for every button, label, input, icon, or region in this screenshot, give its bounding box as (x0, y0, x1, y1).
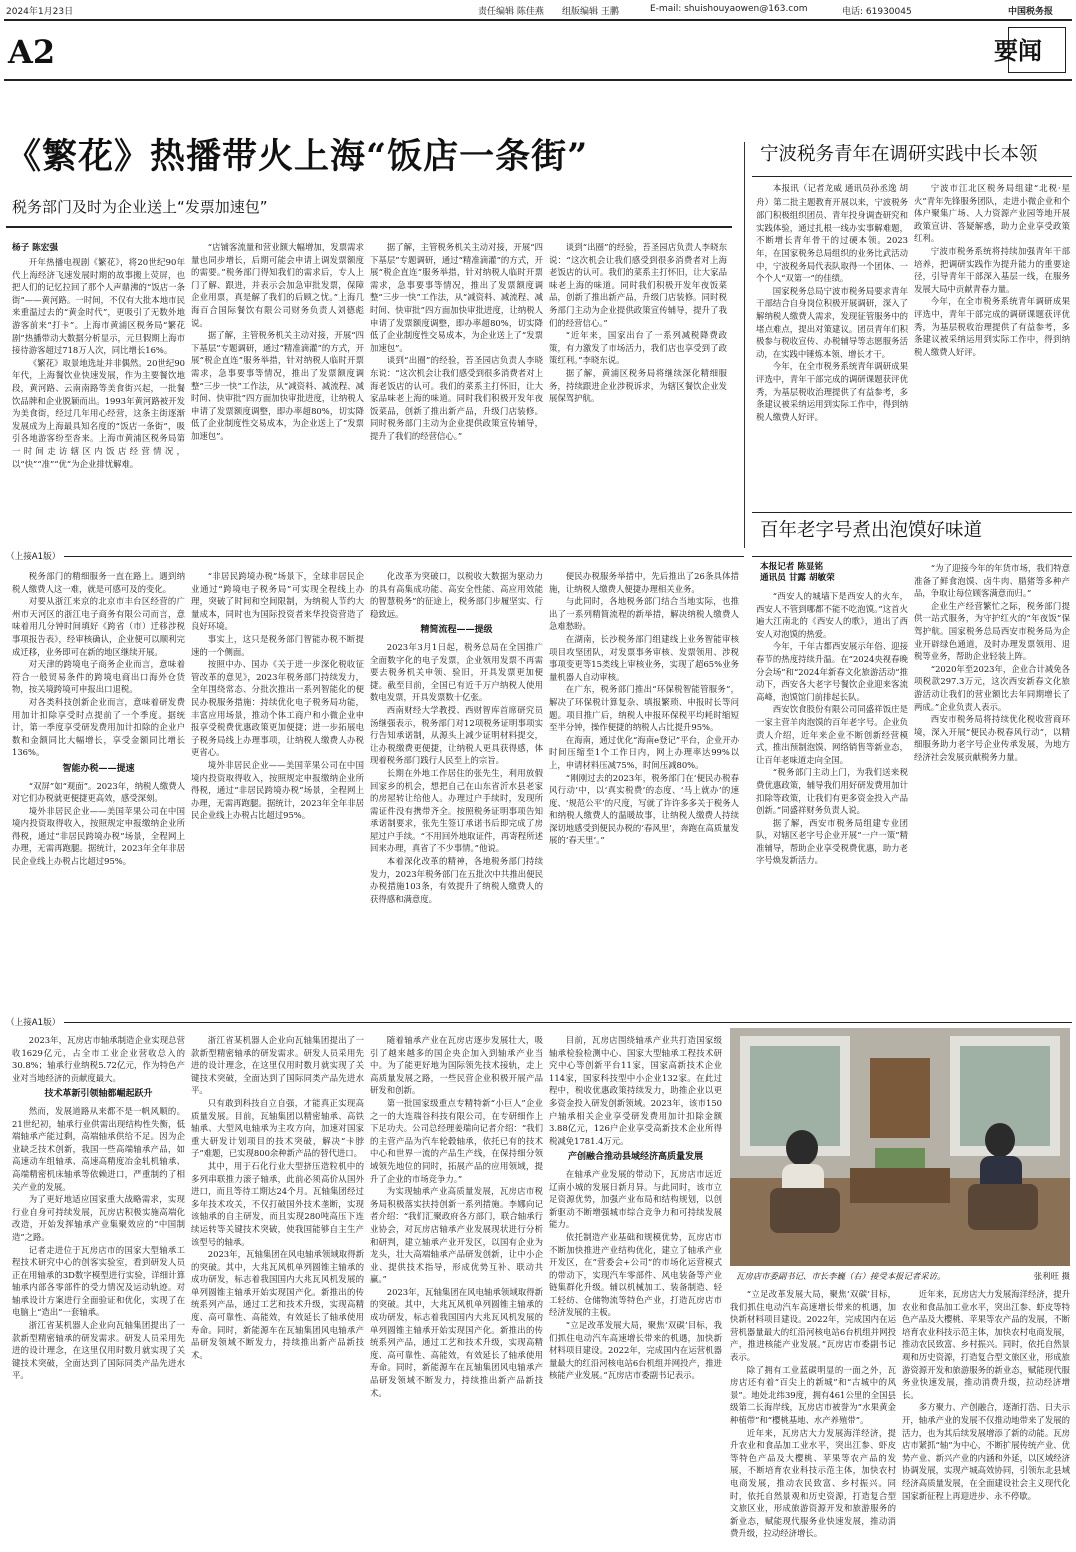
bottom-paragraph: 依托制造产业基础和规模优势，瓦房店市不断加快推进产业结构优化，建立了轴承产业开发区，在“营委会+公司”的市场化运营模式的带动下，实现汽车零部件、风电装备等产业链集群化升级。辅以机械加工、装备制造、轻工轻纺、仓储物流等特色产业，打造瓦房店市经济发展的主板。 (549, 1231, 722, 1318)
main-paragraph: 据了解，主管税务机关主动对接，开展“四下基层”专题调研，通过“精准滴灌”的方式，开展“税企直连”服务举措，针对纳税人临时开票需求，急事要事等情况，推出了发票额度调整“三步一快”工作法，从“减资料、减流程、减时间、快审批”四方面加快审批进度，让纳税人申请了发票额度调整，即办率超80%，切实降低了企业制度性交易成本，为企业送上了“发票加速包”。 (370, 242, 543, 353)
main-paragraph: “店铺客流量和营业额大幅增加，发票需求量也同步增长，后期可能会申请上调发票额度的需要。”税务部门得知我们的需求后，专人上门了解、跟进，并表示会加急审批发票，保障企业用票，真是解了我们的后顾之忧。”上海几海百合国际餐饮有限公司财务负责人刘德彪说。 (191, 242, 364, 328)
bottom-paragraph: 然而，发展道路从来都不是一帆风顺的。21世纪初，轴承行业供需出现结构性失衡，低端轴承产能过剩，高端轴承供给不足。因为企业缺乏技术创新，我国一些高端轴承产品，如高速动车组轴承、高速高精度冶金轧机轴承、高端精密机床轴承等依赖进口，严重制约了相关产业的发展。 (12, 1105, 185, 1192)
mid-paragraph: 化改革为突破口，以税收大数据为驱动力的具有高集成功能、高安全性能、高应用效能的智慧税务”的征途上，税务部门步履坚实、行稳致远。 (370, 571, 543, 619)
bottom-paragraph: 2023年，瓦轴集团在风电轴承领域取得新的突破。其中，大兆瓦风机单列圆锥主轴承的成功研发，标志着我国国内大兆瓦风机发展的单列圆锥主轴承开始实现国产化。新推出的传统系列产品，通过工艺和技术升级，实现高精度、高可靠性、高能效，有效延长了轴承使用寿命。同时，新能源车在瓦轴集团风电轴承产品研发领域不断发力，持续推出新产品新技术。 (191, 1249, 364, 1360)
main-paragraph: 据了解，黄浦区税务局将继续深化精细服务，持续跟进企业涉税诉求，为辖区餐饮企业发展保驾护航。 (549, 367, 727, 404)
mid-paragraph: 对要从浙江来京的北京市丰台区经营的广州市天河区的浙江电子商务有限公司而言，意味着用几分钟时间填好《跨省（市）迁移涉税事项报告表》，经审核确认，企业便可以顺利完成迁移，业务即可在新的地区继续开展。 (12, 596, 185, 657)
side1-col-1 (756, 182, 908, 506)
side2-paragraph: “为了迎接今年的年货市场，我们特意准备了鲜食泡馍、卤牛肉、腊猪等多种产品，争取让每位顾客满意而归。” (914, 563, 1070, 599)
side2-paragraph: “2020年至2023年，企业合计减免各项税款297.3万元，这次西安新春文化旅游活动让我们的营业额比去年同期增长了两成。”企业负责人表示。 (914, 663, 1070, 712)
bottom-paragraph: 在轴承产业发展的带动下，瓦房店市远近辽南小城的发展日新月异。与此同时，该市立足资源优势，加强产业布局和结构规划，以创新驱动不断增强城市综合竞争力和可持续发展能力。 (549, 1168, 722, 1230)
mid-paragraph: 事实上，这只是税务部门智能办税不断提速的一个侧面。 (191, 633, 364, 657)
side1-paragraph: 宁波市江北区税务局组建“北税·星火”青年先锋服务团队，走进小微企业和个体户聚集广场、人力资源产业园等地开展政策宣讲、答疑解惑，助力企业享受政策红利。 (914, 183, 1070, 244)
side1-paragraph: 今年，在全市税务系统青年调研成果评选中，青年干部完成的调研课题获评优秀，为基层税收治理提供了有益参考，多条建议被采纳运用到实际工作中，得到纳税人缴费人好评。 (756, 361, 908, 422)
bottom-paragraph: 除了拥有工业蓝碳明显的一面之外，瓦房店还有着“百尖上的新城”和“古城中的风景”。地处北纬39度，拥有461公里的全国县级第二长海岸线，瓦房店市被誉为“水果黄金种植带”和“樱桃基地、水产养殖带”。 (730, 1364, 896, 1425)
mid-paragraph: 2023年3月1日起，税务总局在全国推广全面数字化的电子发票，企业领用发票不再需要去税务机关申领、验旧，开具发票更加便捷。截至目前，全国已有近千万户纳税人使用数电发票，开具发票数十亿张。 (370, 641, 543, 703)
photo-caption-line (736, 1270, 1070, 1282)
bottom-paragraph: 浙江省某机器人企业向瓦轴集团提出了一款新型精密轴承的研发需求。研发人员采用先进的设计理念，在这里仅用时数月就实现了关键技术突破，全面达到了国际同类产品先进水平。 (191, 1035, 364, 1096)
mid-col-2 (191, 570, 364, 1014)
paper-name: 中国税务报 (1008, 7, 1054, 17)
mid-paragraph: 与此同时，各地税务部门结合当地实际，也推出了一系列精简流程的新举措，解决纳税人缴费人急难愁盼。 (549, 596, 739, 632)
mid-paragraph: 在广东，税务部门推出“环保税智能管服务”，解决了环保税计算复杂、填报繁琐、申报时长等问题。项目推广后，纳税人申报环保税平均耗时缩短至半分钟，操作便捷的纳税人占比提升95%。 (549, 684, 739, 733)
side1-paragraph: 国家税务总局宁波市税务局要求青年干部结合自身岗位积极开展调研，深入了解纳税人缴费人需求，发现征管服务中的堵点难点，提出对策建议。团员青年们积极参与税收宣传、办税辅导等志愿服务活动，在实践中锤炼本领、增长才干。 (756, 285, 908, 359)
issue-date: 2024年1月23日 (6, 7, 74, 17)
bottom-col-5 (730, 1288, 896, 1544)
section-title: 要闻 (994, 37, 1042, 65)
mid-col-3 (370, 570, 543, 1014)
side2-paragraph: “税务部门主动上门，为我们送来税费优惠政策，辅导我们用好研发费用加计扣除等政策，让我们有更多资金投入产品创新。”同盛祥财务负责人说。 (756, 767, 908, 816)
bottom-paragraph: 目前，瓦房店围绕轴承产业共打造国家级轴承检验检测中心、国家大型轴承工程技术研究中心等创新平台11家，国家高新技术企业114家，国家科技型中小企业132家。在此过程中，税收优惠政策持续发力，助推企业以更多资金投入研发创新领域。2023年，该市150户轴承相关企业享受研发费用加计扣除金额3.88亿元，126户企业享受高新技术企业所得税减免1781.4万元。 (549, 1035, 722, 1146)
main-subheadline: 税务部门及时为企业送上“发票加速包” (12, 198, 268, 216)
mid-paragraph: 按照中办、国办《关于进一步深化税收征管改革的意见》，2023年税务部门持续发力，全年围绕常态、分批次推出一系列智能化的便民办税服务措施：持续优化电子税务局功能，丰富应用场景，推动个体工商户和小微企业申报享受税费优惠政策更加便捷；进一步拓展电子税务局线上办理事项，让纳税人缴费人办税更省心。 (191, 659, 364, 758)
header-rule (4, 19, 1072, 21)
bottom-paragraph: 为了更好地适应国家重大战略需求，实现行业自身可持续发展，瓦房店积极实施高端化改造，开始发挥轴承产业集聚效应的“中国制造”之路。 (12, 1194, 185, 1242)
side1-paragraph: 宁波市税务系统将持续加强青年干部培养，把调研实践作为提升能力的重要途径，引导青年干部深入基层一线，在服务发展大局中贡献青春力量。 (914, 245, 1070, 294)
bottom-paragraph: 为实现轴承产业高质量发展，瓦房店市税务局积极落实扶持创新一系列措施。李娜向记者介绍：“我们汇聚政府各方部门，联合轴承行业协会，对瓦房店轴承产业发展现状进行分析和研判，建立轴承产业开发区，以国有企业为龙头，壮大高端轴承产品研发创新，让中小企业、提供技术指导，形成优势互补、联动共赢。” (370, 1186, 543, 1285)
continued-label-2: （上接A1版） (6, 1016, 64, 1028)
side-headline-rule-1 (752, 176, 1072, 177)
bottom-paragraph: 浙江省某机器人企业向瓦轴集团提出了一款新型精密轴承的研发需求。研发人员采用先进的设计理念，在这里仅用时数月就实现了关键技术突破，全面达到了国际同类产品先进水平。 (12, 1320, 185, 1381)
main-headline: 《繁花》热播带火上海“饭店一条街” (6, 136, 589, 177)
side2-col-1 (756, 590, 908, 1014)
main-col-3 (370, 241, 543, 546)
bottom-col-4 (549, 1034, 722, 1544)
bottom-col-2 (191, 1034, 364, 1544)
mid-paragraph: “双屏”如“观面”。2023年，纳税人缴费人对它们办税就更便捷更高效，感受深刻。 (12, 780, 185, 804)
side1-byline: 本报讯（记者龙威 通讯员孙丞逸 胡舟） (756, 184, 908, 208)
bottom-paragraph: 2023年，瓦轴集团在风电轴承领域取得新的突破。其中，大兆瓦风机单列圆锥主轴承的成功研发，标志着我国国内大兆瓦风机发展的单列圆锥主轴承开始实现国产化。新推出的传统系列产品，通过工艺和技术升级，实现高精度、高可靠性、高能效，有效延长了轴承使用寿命。同时，新能源车在瓦轴集团风电轴承产品研发领域不断发力，持续推出新产品新技术。 (370, 1286, 543, 1398)
mid-subhead: 智能办税——提速 (62, 763, 135, 774)
designer-credit: 组版编辑 王鹏 (562, 7, 619, 17)
side-divider (752, 512, 1072, 513)
mid-paragraph: 境外非居民企业——美国苹果公司在中国境内投资取得收入，按照规定申报缴纳企业所得税，通过“非居民跨境办税”场景，全程网上办理，无需再跑腿。据统计，2023年全年非居民企业线上办税占比超过95%。 (191, 759, 364, 821)
bottom-subhead: 产创融合推动县域经济高质量发展 (567, 1152, 703, 1163)
mid-paragraph: 在湖南，长沙税务部门组建线上业务智能审核项目攻坚团队，对发票事务审核、发票领用、涉税事项变更等15类线上审核业务，实现了超65%业务量机器人自动审核。 (549, 633, 739, 682)
editor-phone: 电话: 61930045 (842, 7, 912, 17)
column-divider (744, 142, 745, 548)
mid-subhead: 精简流程——提级 (420, 625, 493, 636)
mid-paragraph: 税务部门的精细服务一直在路上。遇到纳税人缴费人这一难，就是可感可及的变化。 (12, 571, 185, 594)
interview-photo (730, 1028, 1070, 1266)
main-col-4 (549, 241, 727, 546)
mid-col-1 (12, 570, 185, 1014)
bottom-paragraph: 其中，用于石化行业大型挤压造粒机中的多列串联推力滚子轴承，此前必须高价从国外进口，而且等待工期达24个月。瓦轴集团经过多年技术攻关，不仅打破国外技术垄断，实现该轴承的自主研发，而且实现280吨高压下连续运转等关键技术突破，使我国能够自主生产该型号的轴承。 (191, 1160, 364, 1247)
mid-paragraph: “非居民跨境办税”场景下，全球非居民企业通过“跨境电子税务局”可实现全程线上办理，突破了时间和空间限制，为纳税人节约大量成本，同时也为国际投资者来华投资营造了良好环境。 (191, 571, 364, 632)
mid-col-4 (549, 570, 739, 1014)
bottom-subhead: 技术革新引领轴都崛起跃升 (44, 1089, 153, 1100)
side-headline-1: 宁波税务青年在调研实践中长本领 (760, 144, 1038, 165)
mid-paragraph: 对天津的跨境电子商务企业而言，意味着符合一般贸易条件的跨境电商出口海外仓货物，按关境跨境可申报出口退税。 (12, 659, 185, 695)
bottom-paragraph: “立足改革发展大局，聚焦‘双碳’目标，我们抓住电动汽车高速增长带来的机遇，加快新材料项目建设。2022年，完成国内在运营机器量最大的红沿河核电站6台机组并网投产，推进核能产业发展。”瓦房店市委副书记表示。 (730, 1289, 896, 1362)
main-paragraph: 谈到“出圈”的经验，苔圣园店负责人李晓东说：“这次机会让我们感受到很多消费者对上海老饭店的认可。我们的菜系主打怀旧，让大家品味老上海的味道。同时我们积极开发年夜饭菜品，创新了推出新产品，升级门店装修。同时税务部门主动为企业提供政策宣传辅导，提升了我们的经营信心。” (549, 242, 727, 328)
bottom-col-1 (12, 1034, 185, 1544)
side2-byline: 本报记者 陈显铭 通讯员 甘露 胡敏荣 (760, 562, 835, 583)
mid-paragraph: 西南财经大学教授、西财智库首席研究员汤继强表示，税务部门对12项税务证明事项实行告知承诺制，从源头上减少证明材料提交，让办税缴费更便捷，让纳税人更具获得感，体现着税务部门践行人民至上的宗旨。 (370, 704, 543, 766)
bottom-paragraph: 只有敢到科技自立自强，才能真正实现高质量发展。目前，瓦轴集团以精密轴承、高铁轴承、大型风电轴承为主攻方向，加速对国家重大研发计划项目的技术突破，解决“卡脖子”难题，已实现800余种新产品的替代进口。 (191, 1097, 364, 1159)
main-col-1 (12, 256, 185, 546)
side2-paragraph: 据了解，西安市税务局组建专业团队，对辖区老字号企业开展“一户一策”精准辅导，帮助企业享受税费优惠，助力老字号焕发新活力。 (756, 817, 908, 866)
main-headline-rule (6, 226, 732, 228)
main-col-2 (191, 241, 364, 546)
continued-label-1: （上接A1版） (6, 550, 64, 562)
mid-paragraph: 本着深化改革的精神，各地税务部门持续发力，2023年税务部门在五批次中共推出便民办税措施103条，有效提升了纳税人缴费人的获得感和满意度。 (370, 856, 543, 904)
continued-rule-2 (6, 1022, 1072, 1023)
editor-email: E-mail: shuishouyaowen@163.com (650, 4, 808, 14)
side2-col-2 (914, 562, 1070, 1014)
bottom-paragraph: 记者走进位于瓦房店市的国家大型轴承工程技术研究中心的创客实验室，看到研发人员正在用轴承的3D数字模型进行实验，详细计算轴承内部各零部件的受力情况及运动轨迹。对轴承设计方案进行全面验证和优化，实现了在电脑上“造出”一套轴承。 (12, 1244, 185, 1318)
bottom-paragraph: 近年来，瓦房店大力发展海洋经济，提升农业和食品加工业水平，突出江参、虾皮等特色产品及大樱桃、苹果等农产品的发展，不断培育农业科技示范主体，加快农村电商发展，推动农民致富、乡村振兴。同时，依托自然景观和历史资源，打造复合型文旅区业，形成旅游资源开发和旅游服务的新业态，赋能现代服务业快速发展，推动消费升级，拉动经济增长。 (902, 1289, 1070, 1400)
bottom-paragraph: 随着轴承产业在瓦房店逐步发展壮大，吸引了越来越多的国企央企加入到轴承产业当中。为了能更好地为国际领先技术接轨，走上高质量发展之路，一些民营企业积极开展产品研发和创新。 (370, 1035, 543, 1096)
mid-paragraph: 对各类科技创新企业而言，意味着研发费用加计扣除享受时点提前了一个季度。据统计，第一季度享受研发费用加计扣除的企业户数和金额同比大幅增长，享受金额同比增长136%。 (12, 696, 185, 758)
editor-credit: 责任编辑 陈佳燕 (478, 7, 544, 17)
photo-caption: 瓦房店市委副书记、市长李巍（右）接受本报记者采访。 (736, 1271, 946, 1281)
side2-paragraph: “西安人的城墙下是西安人的火车，西安人不管到哪都不能不吃泡馍。”这首火遍大江南北的《西安人的歌》，道出了西安人对泡馍的热爱。 (756, 591, 908, 639)
photo-credit: 张利旺 摄 (1033, 1271, 1070, 1281)
side2-paragraph: 西安市税务局将持续优化税收营商环境，深入开展“便民办税春风行动”，以精细服务助力老字号企业传承发展，为地方经济社会发展贡献税务力量。 (914, 714, 1070, 762)
side-headline-rule-2 (752, 556, 1072, 557)
side2-paragraph: 今年，千年古都西安展示年俗、迎接春节的热度持续升温。在“2024央视春晚分会场”和“2024年新春文化旅游活动”推动下，西安各大老字号餐饮企业迎来客流高峰，泡馍馆门前排起长队。 (756, 641, 908, 702)
main-byline: 杨子 陈宏强 (12, 243, 58, 253)
side1-paragraph: 第二批主题教育开展以来，宁波税务部门积极组织团员、青年投身调查研究和实践体验，通过扎根一线办实事解难题，不断增长青年骨干的过硬本领。2023年，在国家税务总局组织的业务比武活动中，宁波税务局代表队取得一个团体、一个个人“双第一”的佳绩。 (756, 196, 908, 284)
mid-paragraph: “刚刚过去的2023年，税务部门在‘便民办税春风行动’中，以‘真实税费’的态度、‘马上就办’的速度、‘规范公平’的尺度，写就了许许多多关于税务人和纳税人缴费人的温暖故事，让纳税人缴费人持续深切地感受到便民办税的‘春风里’，奔跑在高质量发展的‘春天里’。” (549, 772, 739, 846)
bottom-paragraph: 多方聚力、产创融合，逐渐打浩、日夫示开，轴承产业的发展不仅推动地带来了发展的活力，也为其后续发展增添了新的动能。瓦房店市紧抓“轴”为中心，不断扩展传统产业、优势产业、新兴产业的内涵和外延，以区域经济协调发展，实现产城高效协同，引领东北县域经济高质量发展，在全面建设社会主义现代化国家新征程上再迎进步、永不停歇。 (902, 1402, 1070, 1501)
bottom-paragraph: 第一批国家级重点专精特新“小巨人”企业之一的大连瑞谷科技有限公司，在专研细作上下足功夫。公司总经理姜瑞向记者介绍：“我们的主营产品为汽车轮毂轴承，依托已有的技术中心和世界一流的产品生产线，在保持细分领域领先地位的同时，拓展产品的应用领域，提升了企业的市场竞争力。” (370, 1097, 543, 1184)
bottom-col-3 (370, 1034, 543, 1544)
mid-paragraph: 在海南，通过优化“海南e登记”平台，企业开办时间压缩至1个工作日内，网上办理率达99%以上，申请材料压减75%，时间压减80%。 (549, 734, 739, 770)
main-paragraph: 据了解，主管税务机关主动对接，开展“四下基层”专题调研，通过“精准滴灌”的方式，开展“税企直连”服务举措，针对纳税人临时开票需求，急事要事等情况，推出了发票额度调整“三步一快”工作法，从“减资料、减流程、减时间、快审批”四方面加快审批进度，让纳税人申请了发票额度调整，即办率超80%，切实降低了企业制度性交易成本，为企业送上了“发票加速包”。 (191, 330, 364, 441)
mid-paragraph: 便民办税服务举措中，先后推出了26条具体措施，让纳税人缴费人便捷办理相关业务。 (549, 571, 739, 594)
main-paragraph: 谈到“出圈”的经验，苔圣园店负责人李晓东说：“这次机会让我们感受到很多消费者对上海老饭店的认可。我们的菜系主打怀旧，让大家品味老上海的味道。同时我们积极开发年夜饭菜品，创新了推出新产品，升级门店装修。同时税务部门主动为企业提供政策宣传辅导，提升了我们的经营信心。” (370, 355, 543, 441)
main-paragraph: 开年热播电视剧《繁花》，将20世纪90年代上海经济飞速发展时期的故事搬上荧屏，也把人们的记忆拉回了那个人声鼎沸的“饭店一条街”——黄河路。一时间，不仅有大批本地市民来重温过去的“黄金时代”，更吸引了无数外地游客前来“打卡”。上海市黄浦区税务局“繁花剧”热播带动大数据分析显示，元旦假期上海市接待游客超过718万人次，同比增长16%。 (12, 257, 185, 356)
masthead-rule (4, 79, 1072, 81)
mid-paragraph: 长期在外地工作居住的张先生，利用放假回家乡的机会，想把自己在山东省沂水县老家的房屋转让给他人。办理过户手续时，发现所需证件没有携带齐全。按照税务证明事项告知承诺制要求，张先生签订承诺书后即完成了房屋过户手续。“不用回外地取证件，再寄程所述回来办理，真省了不少事情。”他说。 (370, 767, 543, 854)
bottom-paragraph: “立足改革发展大局，聚焦‘双碳’目标，我们抓住电动汽车高速增长带来的机遇，加快新材料项目建设。2022年，完成国内在运营机器量最大的红沿河核电站6台机组并网投产，推进核能产业发展。”瓦房店市委副书记表示。 (549, 1320, 722, 1381)
bottom-col-6 (902, 1288, 1070, 1544)
side-headline-2: 百年老字号煮出泡馍好味道 (760, 520, 983, 541)
side1-paragraph: 今年，在全市税务系统青年调研成果评选中，青年干部完成的调研课题获评优秀，为基层税收治理提供了有益参考，多条建议被采纳运用到实际工作中，得到纳税人缴费人好评。 (914, 296, 1070, 357)
mid-paragraph: 境外非居民企业——美国苹果公司在中国境内投资取得收入，按照规定申报缴纳企业所得税，通过“非居民跨境办税”场景，全程网上办理，无需再跑腿。据统计，2023年全年非居民企业线上办税占比超过95%。 (12, 805, 185, 867)
main-paragraph: “近年来，国家出台了一系列减税降费政策，有力激发了市场活力，我们店也享受到了政策红利。”李晓东说。 (549, 330, 727, 366)
continued-rule-1 (6, 556, 744, 557)
bottom-paragraph: 近年来，瓦房店大力发展海洋经济，提升农业和食品加工业水平，突出江参、虾皮等特色产品及大樱桃、苹果等农产品的发展，不断培育农业科技示范主体，加快农村电商发展，推动农民致富、乡村振兴。同时，依托自然景观和历史资源，打造复合型文旅区业，形成旅游资源开发和旅游服务的新业态，赋能现代服务业快速发展，推动消费升级，拉动经济增长。 (730, 1427, 896, 1539)
side2-paragraph: 企业生产经营繁忙之际，税务部门提供一站式服务，为守护红火的“年夜饭”保驾护航。国家税务总局西安市税务局为企业开辟绿色通道，及时办理发票领用、退税等业务，帮助企业轻装上阵。 (914, 600, 1070, 662)
interview-photo-illustration (730, 1028, 1070, 1266)
side1-col-2 (914, 182, 1070, 506)
main-paragraph: 《繁花》取景地选址并非偶然。20世纪90年代，上海餐饮业快速发展，作为主要餐饮地段，黄河路、云南南路等美食街兴起，一批餐饮品牌和企业脱颖而出。1993年黄河路被开发为美食街，经过几年用心经营，这条主街逐渐发展成为上海最具知名度的“饭店一条街”，吸引各地游客纷至沓来。上海市黄浦区税务局第一时间走访辖区内饭店经营情况，以“快”“准”“优”为企业排忧解难。 (12, 357, 185, 469)
bottom-paragraph: 2023年，瓦房店市轴承制造企业实现总营收1629亿元，占全市工业企业营收总入的30.8%；轴承行业纳税5.72亿元，作为特色产业对当地经济的贡献度最大。 (12, 1035, 185, 1083)
page-number: A2 (8, 33, 56, 71)
side2-paragraph: 西安饮食股份有限公司同盛祥饭庄是一家主营羊肉泡馍的百年老字号。企业负责人介绍，近年来企业不断创新经营模式，推出预制泡馍、网络销售等新业态，让百年老味道走向全国。 (756, 704, 908, 765)
